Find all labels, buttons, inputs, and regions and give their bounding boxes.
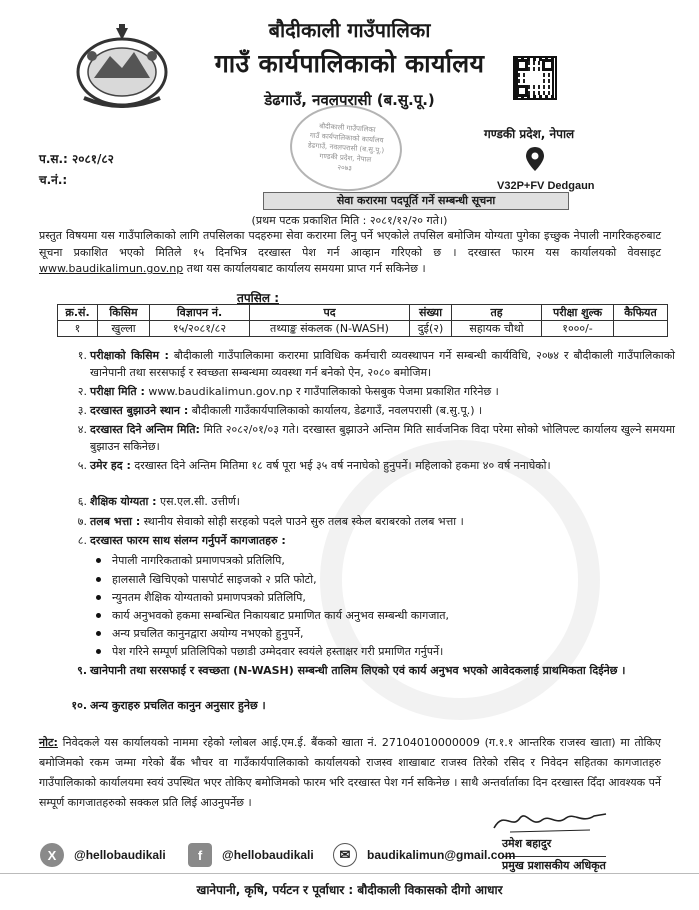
attachment-item: कार्य अनुभवको हकमा सम्बन्धित निकायबाट प्रमाणित कार्य अनुभव सम्बन्धी कागजात, — [112, 609, 450, 622]
table-row — [58, 321, 668, 337]
attachment-item: पेश गरिने सम्पूर्ण प्रतिलिपिको पछाडी उम्मेदवार स्वयंले हस्ताक्षर गरी प्रमाणित गर्नुपर्ने। — [112, 645, 444, 658]
col-header: कैफियत — [614, 305, 668, 321]
location-pin-icon — [526, 147, 544, 171]
list-item: ५. उमेर हद : दरखास्त दिने अन्तिम मितिमा १८ वर्ष पूरा भई ३५ वर्ष ननाघेको हुनुपर्ने। महिलाको हकमा ४० वर्ष ननाघेको। — [77, 459, 551, 472]
list-item: ३. दरखास्त बुझाउने स्थान : बौदीकाली गाउँकार्यपालिकाको कार्यालय, डेढगाउँ, नवलपरासी (ब.सु.पू.) । — [77, 404, 483, 417]
qr-code-icon[interactable] — [513, 56, 557, 100]
signatory-name: उमेश बहादुर — [502, 837, 552, 850]
col-header: तह — [452, 305, 542, 321]
table-cell: १ — [58, 321, 98, 337]
email-icon: ✉ — [333, 843, 357, 867]
list-item: १०. अन्य कुराहरु प्रचलित कानुन अनुसार हुनेछ । — [71, 699, 266, 712]
attachment-item: नेपाली नागरिकताको प्रमाणपत्रको प्रतिलिपि, — [112, 554, 285, 567]
list-item: ६. शैक्षिक योग्यता : एस.एल.सी. उत्तीर्ण। — [77, 495, 240, 508]
intro-paragraph: प्रस्तुत विषयमा यस गाउँपालिकाको लागि तपसिलका पदहरुमा सेवा करारमा लिनु पर्ने भएकोले तपसिल बमोजिम योग्यता पुगेका इच्छुक नेपाली नागरिकहरुबाट सूचना प्रकाशित भएको मितिले १५ दिनभित्र दरखास्त पेश गर्न आव्हान गरिएको छ । दरखास्त फारम यस कार्यालयको वेवसाइट www.baudikalimun.gov.np तथा यस कार्यालयबाट कार्यालय समयमा प्राप्त गर्न सकिनेछ । — [39, 229, 661, 276]
col-header: विज्ञापन नं. — [150, 305, 250, 321]
table-cell — [614, 321, 668, 337]
table-cell: खुल्ला — [98, 321, 150, 337]
twitter-handle[interactable]: X @hellobaudikali — [40, 843, 166, 867]
office-stamp: बौदीकाली गाउँपालिका गाउँ कार्यपालिकाको कार्यालय डेढगाउँ, नवलपरासी (ब.सु.पू.) गण्डकी प्रदेश, नेपाल २०७३ — [287, 101, 405, 195]
email-address[interactable]: ✉ baudikalimun@gmail.com — [333, 843, 515, 867]
footer-slogan: खानेपानी, कृषि, पर्यटन र पूर्वाधार : बौदीकाली विकासको दीगो आधार — [196, 883, 503, 897]
list-item: ७. तलब भत्ता : स्थानीय सेवाको सोही सरहको पदले पाउने सुरु तलब स्केल बराबरको तलब भत्ता । — [77, 515, 464, 528]
col-header: संख्या — [410, 305, 452, 321]
list-item: ८. दरखास्त फारम साथ संलग्न गर्नुपर्ने कागजातहरु : — [77, 534, 286, 547]
table-cell: तथ्याङ्क संकलक (N-WASH) — [250, 321, 410, 337]
table-cell: १०००/- — [542, 321, 614, 337]
publication-date: (प्रथम पटक प्रकाशित मिति : २०८१/१२/२० गते।) — [251, 214, 448, 227]
website-link[interactable]: www.baudikalimun.gov.np — [39, 262, 184, 276]
note-paragraph: नोट: निवेदकले यस कार्यालयको नाममा रहेको ग्लोबल आई.एम.ई. बैंकको खाता नं. 27104010000009 (ग.१.१ आन्तरिक राजस्व खाता) मा तोकिए बमोजिमको रकम जम्मा गरेको बैंक भौचर वा गाउँकार्यपालिकाको कार्यालयको राजस्व शाखाबाट राजस्व तिरेको रसिद र निवेदन सहितका कागजातहरु गाउँपालिकाको कार्यालयमा स्वयं उपस्थित भएर तोकिए बमोजिमको फारम भरि दरखास्त पेश गर्न सकिनेछ । साथै अन्तर्वार्ताका दिन दरखास्त दिँदा आवश्यक पर्ने सम्पूर्ण कागजातहरुको सक्कल प्रति लिई आउनुपर्नेछ । — [39, 736, 661, 809]
list-item: १. परीक्षाको किसिम : बौदीकाली गाउँपालिकामा करारमा प्राविधिक कर्मचारी व्यवस्थापन गर्ने सम्बन्धी कार्यविधि, २०७४ र बौदीकाली गाउँपालिकाको खानेपानी तथा सरसफाई र स्वच्छता सम्बन्धमा व्यवस्था गर्न बनेको ऐन, २०८० बमोजिम। — [77, 349, 675, 379]
col-header: क्र.सं. — [58, 305, 98, 321]
table-header-row — [58, 305, 668, 321]
signatory-role: प्रमुख प्रशासकीय अधिकृत — [502, 856, 606, 873]
letter-number: प.स.: २०८१/८२ — [39, 152, 114, 166]
municipality-name: बौदीकाली गाउँपालिका — [268, 18, 431, 42]
attachment-item: न्युनतम शैक्षिक योग्यताको प्रमाणपत्रको प्रतिलिपि, — [112, 591, 306, 604]
list-item: ४. दरखास्त दिने अन्तिम मिति: मिति २०८२/०१/०३ गते। दरखास्त बुझाउने अन्तिम मिति सार्वजनिक विदा परेमा सोको भोलिपल्ट कार्यालय खुल्ने समयमा बुझाउन सकिनेछ। — [77, 423, 676, 453]
facebook-icon: f — [188, 843, 212, 867]
table-cell: १५/२०८१/८२ — [150, 321, 250, 337]
footer-divider — [0, 873, 699, 874]
x-twitter-icon: X — [40, 843, 64, 867]
col-header: परीक्षा शुल्क — [542, 305, 614, 321]
col-header: पद — [250, 305, 410, 321]
list-item: २. परीक्षा मिति : www.baudikalimun.gov.np र गाउँपालिकाको फेसबुक पेजमा प्रकाशित गरिनेछ । — [77, 385, 499, 398]
table-cell: दुई(२) — [410, 321, 452, 337]
plus-code: V32P+FV Dedgaun — [497, 180, 595, 192]
table-cell: सहायक चौथो — [452, 321, 542, 337]
office-name: गाउँ कार्यपालिकाको कार्यालय — [214, 49, 485, 78]
signature-image — [490, 806, 610, 836]
dispatch-number: च.नं.: — [39, 173, 68, 187]
notice-title: सेवा करारमा पदपूर्ति गर्ने सम्बन्धी सूचना — [263, 192, 569, 210]
attachment-item: हालसालै खिचिएको पासपोर्ट साइजको २ प्रति फोटो, — [112, 573, 317, 586]
table-caption: तपसिल : — [237, 291, 279, 305]
vacancy-table — [57, 304, 668, 337]
col-header: किसिम — [98, 305, 150, 321]
office-address: डेढगाउँ, नवलपरासी (ब.सु.पू.) — [264, 91, 435, 109]
facebook-handle[interactable]: f @hellobaudikali — [188, 843, 314, 867]
attachment-item: अन्य प्रचलित कानुनद्वारा अयोग्य नभएको हुनुपर्ने, — [112, 627, 304, 640]
list-item: ९. खानेपानी तथा सरसफाई र स्वच्छता (N-WASH) सम्बन्धी तालिम लिएको एवं कार्य अनुभव भएको आवेदकलाई प्राथमिकता दिईनेछ । — [77, 664, 626, 677]
province-label: गण्डकी प्रदेश, नेपाल — [484, 127, 575, 141]
